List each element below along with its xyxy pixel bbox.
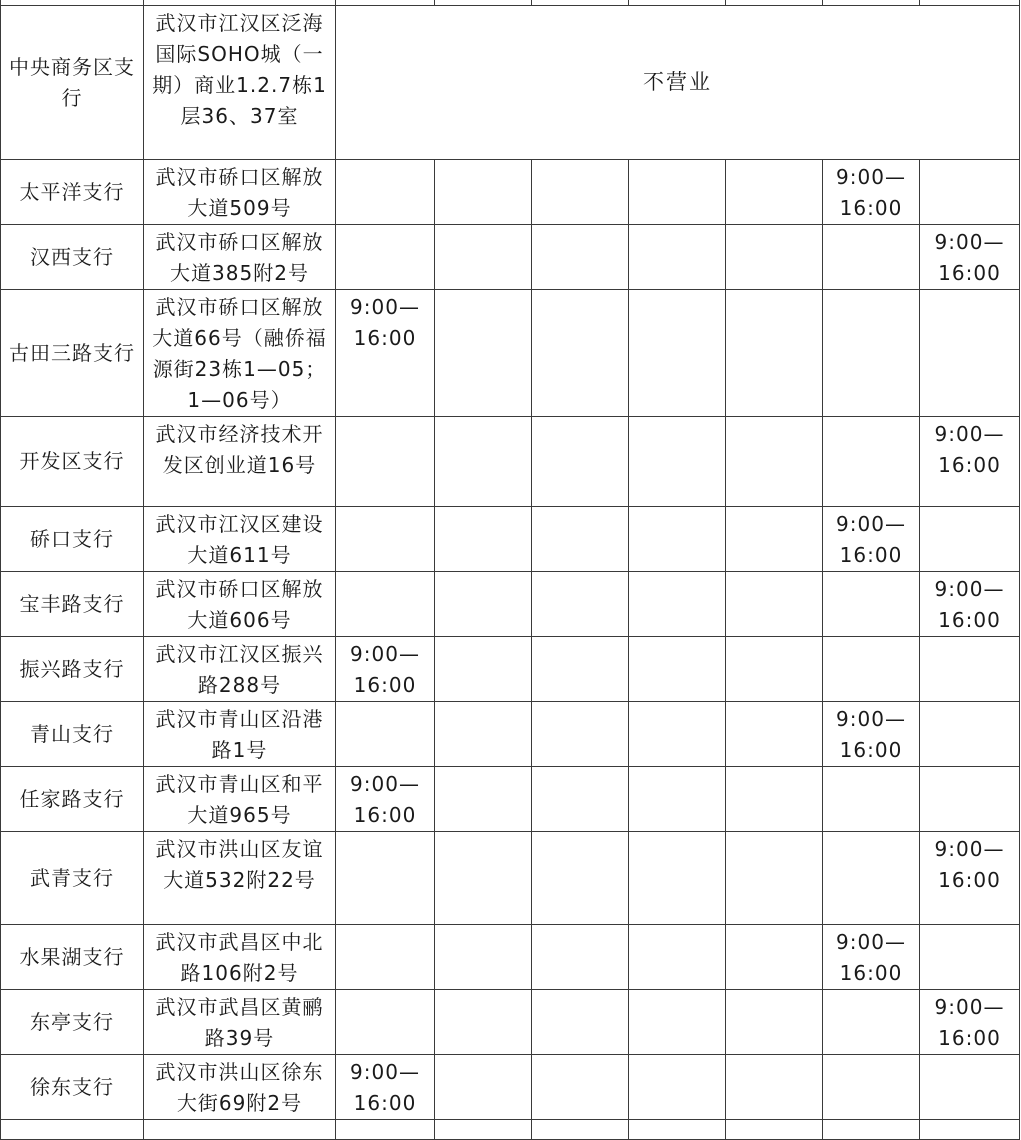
- empty-hours-cell: [920, 160, 1020, 225]
- empty-hours-cell: [726, 832, 823, 925]
- empty-hours-cell: [532, 767, 629, 832]
- empty-hours-cell: [726, 1055, 823, 1120]
- hours-end: 16:00: [938, 608, 1001, 632]
- empty-hours-cell: [532, 1055, 629, 1120]
- branch-name: 宝丰路支行: [1, 572, 144, 637]
- table-row: [1, 572, 1020, 637]
- empty-hours-cell: [629, 832, 726, 925]
- opening-hours: [336, 290, 435, 417]
- branch-name: 振兴路支行: [1, 637, 144, 702]
- empty-hours-cell: [532, 417, 629, 507]
- hours-end: 16:00: [839, 543, 903, 567]
- empty-hours-cell: [823, 767, 920, 832]
- hours-end: 16:00: [353, 326, 417, 350]
- empty-hours-cell: [336, 832, 435, 925]
- empty-hours-cell: [823, 990, 920, 1055]
- empty-hours-cell: [629, 637, 726, 702]
- hours-end: 16:00: [938, 868, 1001, 892]
- branch-name: 开发区支行: [1, 417, 144, 507]
- hours-end: 16:00: [353, 1091, 417, 1115]
- empty-hours-cell: [435, 225, 532, 290]
- empty-hours-cell: [435, 1055, 532, 1120]
- empty-hours-cell: [435, 702, 532, 767]
- empty-hours-cell: [532, 572, 629, 637]
- branch-name: 东亭支行: [1, 990, 144, 1055]
- empty-hours-cell: [336, 225, 435, 290]
- opening-hours: [920, 990, 1020, 1055]
- empty-hours-cell: [823, 1055, 920, 1120]
- empty-hours-cell: [532, 507, 629, 572]
- hours-start: 9:00—: [836, 512, 906, 536]
- empty-hours-cell: [629, 160, 726, 225]
- opening-hours: [823, 507, 920, 572]
- empty-hours-cell: [336, 160, 435, 225]
- hours-start: 9:00—: [836, 707, 906, 731]
- table-row: [1, 767, 1020, 832]
- table-body: [1, 0, 1020, 1140]
- hours-start: 9:00—: [934, 995, 1005, 1019]
- opening-hours: [920, 832, 1020, 925]
- branch-name: 太平洋支行: [1, 160, 144, 225]
- empty-hours-cell: [629, 767, 726, 832]
- table-row: [1, 507, 1020, 572]
- opening-hours: [336, 637, 435, 702]
- empty-hours-cell: [823, 637, 920, 702]
- hours-end: 16:00: [938, 1026, 1001, 1050]
- empty-hours-cell: [823, 832, 920, 925]
- hours-start: 9:00—: [934, 422, 1005, 446]
- hours-end: 16:00: [353, 803, 417, 827]
- table-row: [1, 1055, 1020, 1120]
- empty-hours-cell: [435, 160, 532, 225]
- empty-hours-cell: [629, 572, 726, 637]
- empty-hours-cell: [629, 1055, 726, 1120]
- opening-hours: [920, 417, 1020, 507]
- empty-hours-cell: [726, 990, 823, 1055]
- empty-hours-cell: [532, 990, 629, 1055]
- table-row: [1, 160, 1020, 225]
- branch-address: 武汉市硚口区解放大道509号: [144, 160, 336, 225]
- hours-end: 16:00: [938, 261, 1001, 285]
- empty-hours-cell: [435, 767, 532, 832]
- empty-hours-cell: [532, 925, 629, 990]
- empty-hours-cell: [726, 417, 823, 507]
- empty-hours-cell: [336, 702, 435, 767]
- empty-hours-cell: [726, 160, 823, 225]
- empty-hours-cell: [435, 417, 532, 507]
- empty-hours-cell: [823, 572, 920, 637]
- table-row-partial: [1, 1120, 1020, 1140]
- table-row: [1, 925, 1020, 990]
- hours-end: 16:00: [353, 673, 417, 697]
- hours-start: 9:00—: [350, 772, 420, 796]
- branch-name: 徐东支行: [1, 1055, 144, 1120]
- opening-hours: [823, 160, 920, 225]
- empty-hours-cell: [435, 832, 532, 925]
- table-row: [1, 225, 1020, 290]
- empty-hours-cell: [435, 925, 532, 990]
- empty-hours-cell: [920, 507, 1020, 572]
- empty-hours-cell: [629, 507, 726, 572]
- empty-hours-cell: [629, 925, 726, 990]
- branch-address: 武汉市江汉区振兴路288号: [144, 637, 336, 702]
- branch-name: 任家路支行: [1, 767, 144, 832]
- empty-hours-cell: [726, 572, 823, 637]
- branch-name: 青山支行: [1, 702, 144, 767]
- hours-end: 16:00: [839, 196, 903, 220]
- table-row: [1, 832, 1020, 925]
- empty-hours-cell: [435, 572, 532, 637]
- branch-address: 武汉市洪山区徐东大街69附2号: [144, 1055, 336, 1120]
- opening-hours: [336, 1055, 435, 1120]
- hours-start: 9:00—: [836, 165, 906, 189]
- empty-hours-cell: [629, 417, 726, 507]
- hours-end: 16:00: [839, 961, 903, 985]
- empty-hours-cell: [532, 832, 629, 925]
- empty-hours-cell: [726, 225, 823, 290]
- empty-hours-cell: [726, 507, 823, 572]
- empty-hours-cell: [336, 925, 435, 990]
- branch-name: 水果湖支行: [1, 925, 144, 990]
- hours-start: 9:00—: [350, 295, 420, 319]
- empty-hours-cell: [726, 637, 823, 702]
- hours-start: 9:00—: [350, 642, 420, 666]
- empty-hours-cell: [920, 925, 1020, 990]
- table-row: [1, 702, 1020, 767]
- table-row: [1, 6, 1020, 160]
- empty-hours-cell: [920, 290, 1020, 417]
- empty-hours-cell: [336, 417, 435, 507]
- opening-hours: [823, 702, 920, 767]
- empty-hours-cell: [629, 225, 726, 290]
- opening-hours: [920, 225, 1020, 290]
- hours-start: 9:00—: [934, 230, 1005, 254]
- branch-address: 武汉市江汉区泛海国际SOHO城（一期）商业1.2.7栋1层36、37室: [144, 6, 336, 160]
- empty-hours-cell: [920, 637, 1020, 702]
- empty-hours-cell: [336, 990, 435, 1055]
- branch-address: 武汉市江汉区建设大道611号: [144, 507, 336, 572]
- empty-hours-cell: [629, 702, 726, 767]
- opening-hours: [336, 767, 435, 832]
- branch-name: 中央商务区支行: [1, 6, 144, 160]
- empty-hours-cell: [435, 290, 532, 417]
- empty-hours-cell: [726, 702, 823, 767]
- empty-hours-cell: [532, 225, 629, 290]
- branch-address: 武汉市武昌区黄鹂路39号: [144, 990, 336, 1055]
- branch-name: 武青支行: [1, 832, 144, 925]
- hours-start: 9:00—: [934, 837, 1005, 861]
- branch-name: 硚口支行: [1, 507, 144, 572]
- empty-hours-cell: [532, 637, 629, 702]
- empty-hours-cell: [532, 160, 629, 225]
- empty-hours-cell: [532, 702, 629, 767]
- empty-hours-cell: [435, 507, 532, 572]
- empty-hours-cell: [336, 572, 435, 637]
- branch-address: 武汉市硚口区解放大道66号（融侨福源街23栋1—05；1—06号）: [144, 290, 336, 417]
- empty-hours-cell: [920, 702, 1020, 767]
- branch-address: 武汉市青山区沿港路1号: [144, 702, 336, 767]
- opening-hours: [823, 925, 920, 990]
- branch-address: 武汉市青山区和平大道965号: [144, 767, 336, 832]
- empty-hours-cell: [435, 637, 532, 702]
- hours-start: 9:00—: [836, 930, 906, 954]
- empty-hours-cell: [336, 507, 435, 572]
- empty-hours-cell: [532, 290, 629, 417]
- empty-hours-cell: [726, 767, 823, 832]
- branch-address: 武汉市硚口区解放大道606号: [144, 572, 336, 637]
- table-row: [1, 417, 1020, 507]
- empty-hours-cell: [629, 290, 726, 417]
- hours-start: 9:00—: [934, 577, 1005, 601]
- hours-start: 9:00—: [350, 1060, 420, 1084]
- hours-end: 16:00: [938, 453, 1001, 477]
- table-row: [1, 290, 1020, 417]
- empty-hours-cell: [823, 225, 920, 290]
- branch-address: 武汉市洪山区友谊大道532附22号: [144, 832, 336, 925]
- empty-hours-cell: [629, 990, 726, 1055]
- empty-hours-cell: [435, 990, 532, 1055]
- empty-hours-cell: [920, 767, 1020, 832]
- branch-address: 武汉市武昌区中北路106附2号: [144, 925, 336, 990]
- empty-hours-cell: [920, 1055, 1020, 1120]
- branch-name: 古田三路支行: [1, 290, 144, 417]
- opening-hours: [920, 572, 1020, 637]
- branch-name: 汉西支行: [1, 225, 144, 290]
- closed-label: 不营业: [336, 6, 1020, 160]
- table-row: [1, 637, 1020, 702]
- branch-address: 武汉市经济技术开发区创业道16号: [144, 417, 336, 507]
- branch-address: 武汉市硚口区解放大道385附2号: [144, 225, 336, 290]
- empty-hours-cell: [726, 290, 823, 417]
- hours-end: 16:00: [839, 738, 903, 762]
- empty-hours-cell: [823, 290, 920, 417]
- empty-hours-cell: [823, 417, 920, 507]
- empty-hours-cell: [726, 925, 823, 990]
- table-row: [1, 990, 1020, 1055]
